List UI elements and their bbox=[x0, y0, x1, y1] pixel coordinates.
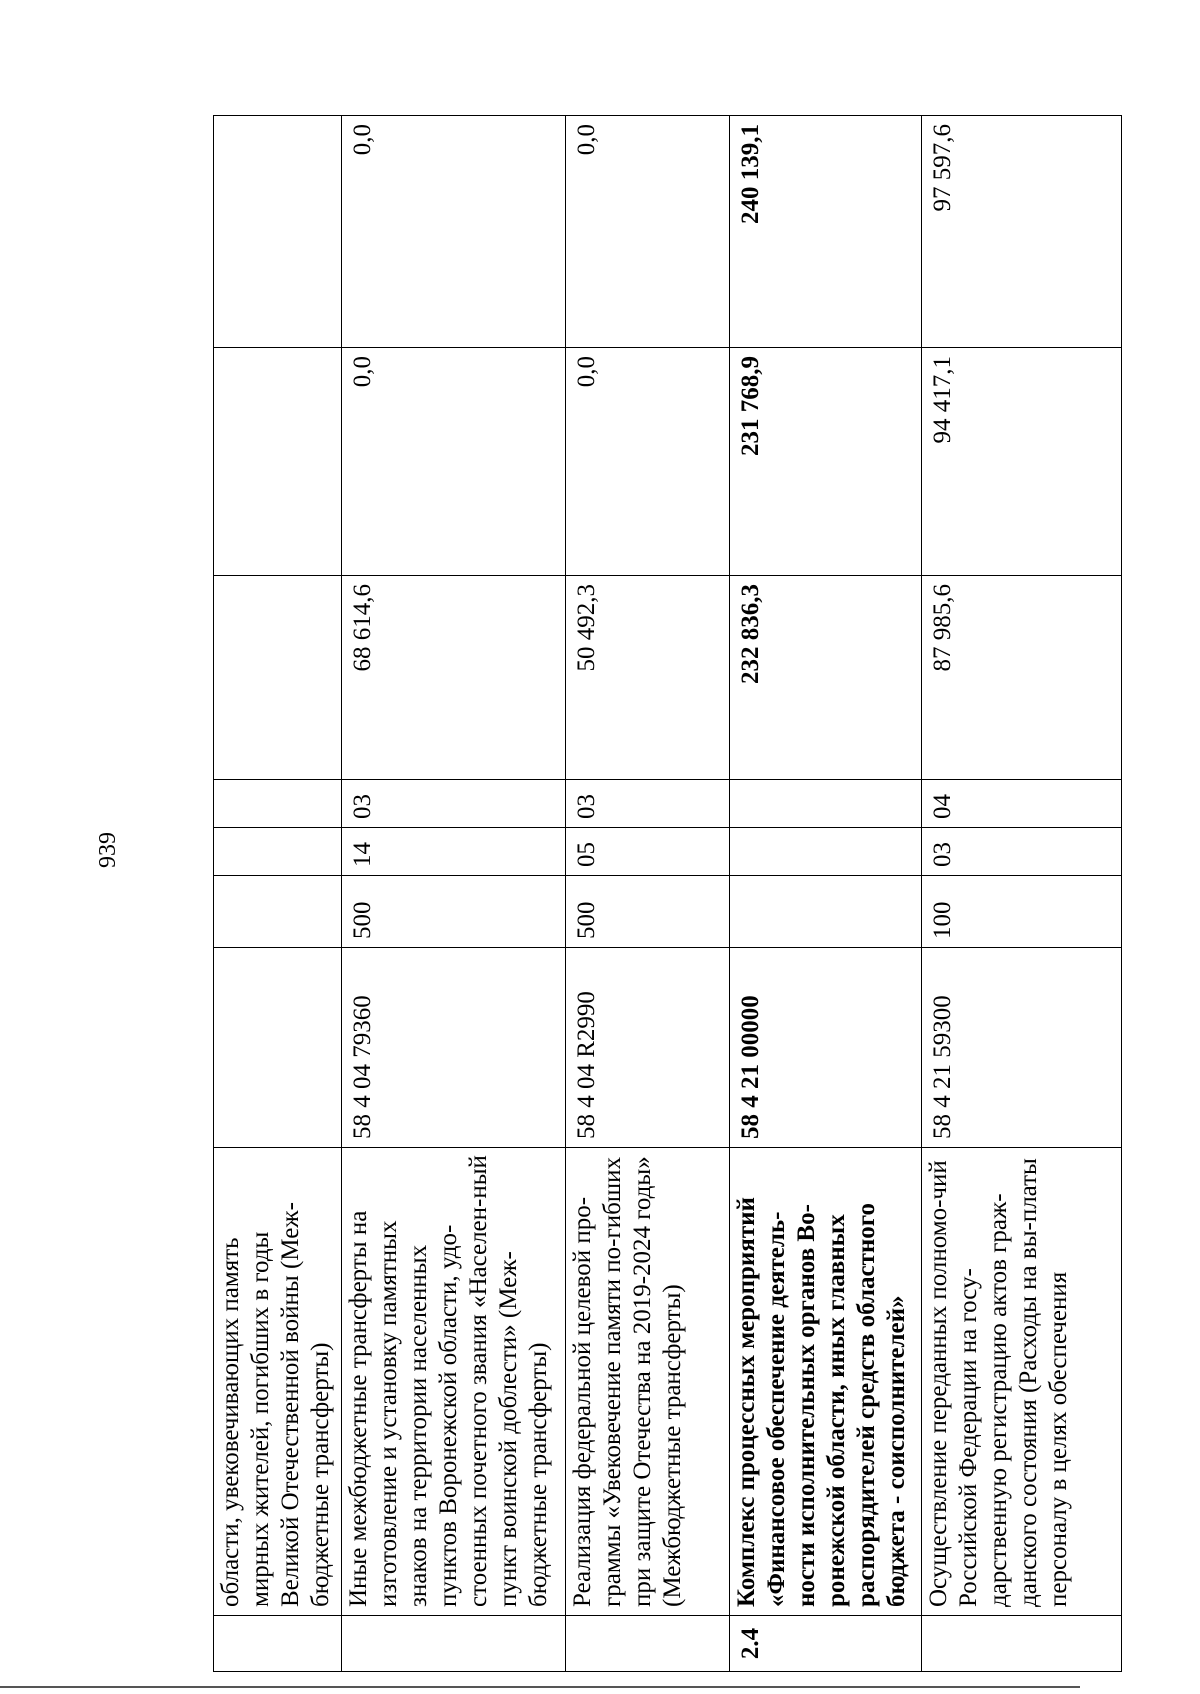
table-row bbox=[730, 116, 922, 1672]
row-code: 58 4 04 79360 bbox=[342, 948, 566, 1148]
row-index bbox=[922, 1616, 1122, 1672]
row-value-2: 231 768,9 bbox=[730, 348, 922, 576]
row-value-3 bbox=[214, 116, 342, 348]
table-row bbox=[214, 116, 342, 1672]
budget-table bbox=[213, 115, 1122, 1672]
row-vr bbox=[730, 876, 922, 948]
row-value-2: 0,0 bbox=[566, 348, 730, 576]
row-rz: 14 bbox=[342, 828, 566, 876]
table-row bbox=[566, 116, 730, 1672]
row-code bbox=[214, 948, 342, 1148]
row-vr: 500 bbox=[566, 876, 730, 948]
bottom-scan-rule bbox=[0, 1686, 1080, 1688]
row-rz bbox=[730, 828, 922, 876]
row-rz bbox=[214, 828, 342, 876]
row-description: Реализация федеральной целевой про-граммы «Увековечение памяти по-гибших при защите Отечества на 2019-2024 годы» (Межбюджетные трансферты) bbox=[566, 1148, 730, 1616]
row-value-1: 87 985,6 bbox=[922, 576, 1122, 780]
row-code: 58 4 04 R2990 bbox=[566, 948, 730, 1148]
row-value-2: 0,0 bbox=[342, 348, 566, 576]
row-vr: 100 bbox=[922, 876, 1122, 948]
row-value-1: 232 836,3 bbox=[730, 576, 922, 780]
row-description: Осуществление переданных полномо-чий Российской Федерации на госу-дарственную регистрацию актов граж-данского состояния (Расходы на вы-платы персоналу в целях обеспечения bbox=[922, 1148, 1122, 1616]
row-index bbox=[214, 1616, 342, 1672]
row-description: Иные межбюджетные трансферты на изготовление и установку памятных знаков на территории населенных пунктов Воронежской области, удо-стоенных почетного звания «Населен-ный пункт воинской доблести» (Меж-бюджетные трансферты) bbox=[342, 1148, 566, 1616]
row-index bbox=[566, 1616, 730, 1672]
row-pr bbox=[214, 780, 342, 828]
table-row bbox=[922, 116, 1122, 1672]
page-number: 939 bbox=[95, 832, 121, 868]
row-value-1: 50 492,3 bbox=[566, 576, 730, 780]
row-value-2: 94 417,1 bbox=[922, 348, 1122, 576]
row-index bbox=[342, 1616, 566, 1672]
row-value-2 bbox=[214, 348, 342, 576]
row-pr: 03 bbox=[342, 780, 566, 828]
row-description: Комплекс процессных мероприятий «Финансовое обеспечение деятель-ности исполнительных органов Во-ронежской области, иных главных распорядителей средств областного бюджета - соисполнителей» bbox=[730, 1148, 922, 1616]
row-value-3: 97 597,6 bbox=[922, 116, 1122, 348]
row-vr bbox=[214, 876, 342, 948]
row-description: области, увековечивающих память мирных жителей, погибших в годы Великой Отечественной войны (Меж-бюджетные трансферты) bbox=[214, 1148, 342, 1616]
row-value-3: 0,0 bbox=[342, 116, 566, 348]
row-rz: 03 bbox=[922, 828, 1122, 876]
row-value-1: 68 614,6 bbox=[342, 576, 566, 780]
table-row bbox=[342, 116, 566, 1672]
row-value-1 bbox=[214, 576, 342, 780]
row-code: 58 4 21 00000 bbox=[730, 948, 922, 1148]
row-pr bbox=[730, 780, 922, 828]
row-value-3: 0,0 bbox=[566, 116, 730, 348]
row-rz: 05 bbox=[566, 828, 730, 876]
row-code: 58 4 21 59300 bbox=[922, 948, 1122, 1148]
row-vr: 500 bbox=[342, 876, 566, 948]
row-index: 2.4 bbox=[730, 1616, 922, 1672]
row-pr: 03 bbox=[566, 780, 730, 828]
row-pr: 04 bbox=[922, 780, 1122, 828]
rotated-table-wrapper bbox=[213, 116, 1121, 1672]
row-value-3: 240 139,1 bbox=[730, 116, 922, 348]
